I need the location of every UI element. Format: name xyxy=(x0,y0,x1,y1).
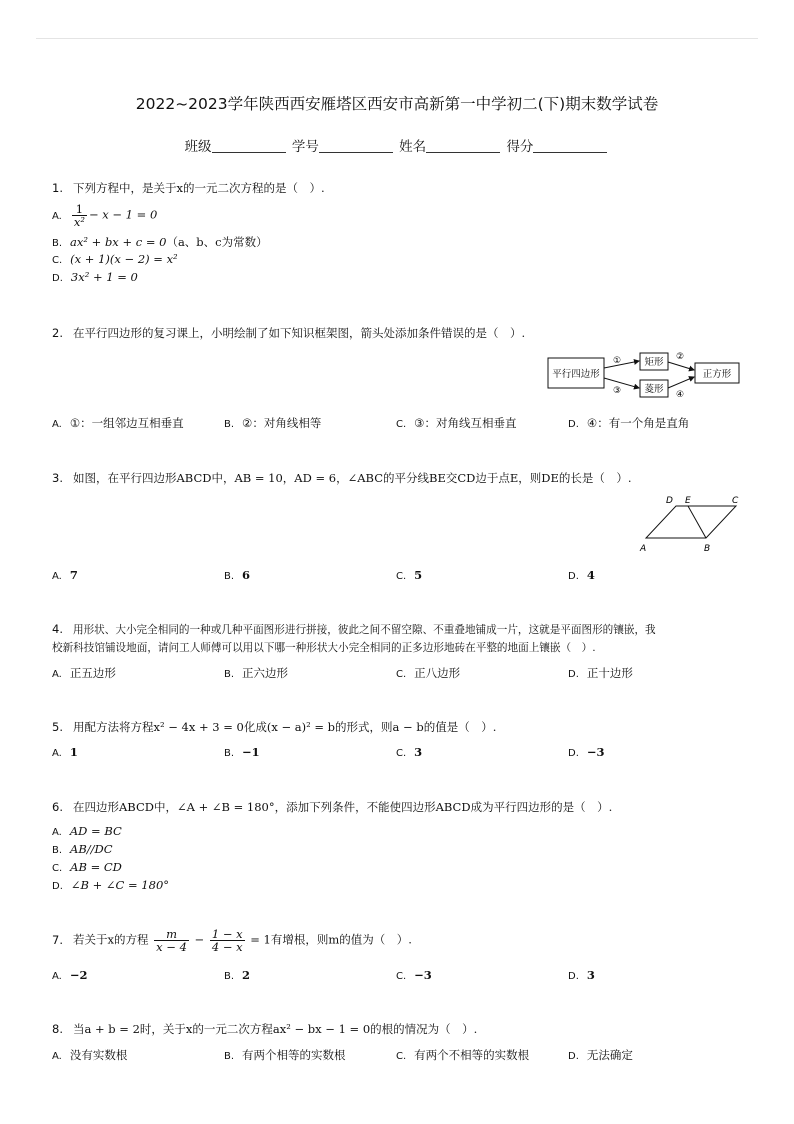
question-6-option-b[interactable]: B. AB//DC xyxy=(52,842,113,856)
student-id-label: 学号 xyxy=(291,139,319,155)
knowledge-framework-diagram xyxy=(545,350,745,402)
point-b-label: B xyxy=(704,544,711,554)
bisector-be xyxy=(688,506,706,538)
question-8-stem: 8. 当a + b = 2时，关于x的一元二次方程ax² − bx − 1 = 0的根的情况为（ ）. xyxy=(52,1022,478,1036)
question-6-option-c[interactable]: C. AB = CD xyxy=(52,860,122,874)
point-a-label: A xyxy=(640,544,647,554)
arrow-4-marker: ④ xyxy=(675,390,685,400)
square-box-label: 正方形 xyxy=(702,369,732,380)
student-id-blank[interactable] xyxy=(319,140,393,153)
question-6-option-a[interactable]: A. AD = BC xyxy=(52,824,122,838)
question-8-option-c[interactable]: C. 有两个不相等的实数根 xyxy=(396,1048,530,1062)
question-5-option-a[interactable]: A. 1 xyxy=(52,745,78,759)
question-8-option-b[interactable]: B. 有两个相等的实数根 xyxy=(224,1048,346,1062)
question-5-option-d[interactable]: D. −3 xyxy=(568,745,605,759)
score-label: 得分 xyxy=(506,139,534,155)
question-2-option-b[interactable]: B. ②：对角线相等 xyxy=(224,416,322,430)
question-2-option-a[interactable]: A. ①：一组邻边互相垂直 xyxy=(52,416,184,430)
question-3-option-a[interactable]: A. 7 xyxy=(52,568,78,582)
question-4-option-c[interactable]: C. 正八边形 xyxy=(396,666,461,680)
point-d-label: D xyxy=(666,496,673,506)
header-rule xyxy=(36,38,758,39)
arrow-3 xyxy=(604,378,639,388)
class-label: 班级 xyxy=(184,139,212,155)
question-4-option-a[interactable]: A. 正五边形 xyxy=(52,666,116,680)
name-blank[interactable] xyxy=(426,140,500,153)
question-8-option-d[interactable]: D. 无法确定 xyxy=(568,1048,633,1062)
question-8-option-a[interactable]: A. 没有实数根 xyxy=(52,1048,128,1062)
question-5-option-c[interactable]: C. 3 xyxy=(396,745,423,759)
name-label: 姓名 xyxy=(399,139,427,155)
question-4-stem-line-1: 4. 用形状、大小完全相同的一种或几种平面图形进行拼接，彼此之间不留空隙、不重叠地铺成一片，这就是平面图形的镶嵌，我 xyxy=(52,622,656,636)
rhombus-box-label: 菱形 xyxy=(644,384,664,395)
question-2-stem: 2. 在平行四边形的复习课上，小明绘制了如下知识框架图，箭头处添加条件错误的是（ ）. xyxy=(52,326,526,340)
question-1-option-a[interactable]: A. $\frac{1}{\text{x²}}$ − x − 1 = 0 xyxy=(52,202,158,230)
question-6-stem: 6. 在四边形ABCD中，∠A + ∠B = 180°，添加下列条件，不能使四边形ABCD成为平行四边形的是（ ）. xyxy=(52,800,613,814)
parallelogram-box-label: 平行四边形 xyxy=(552,369,600,380)
rectangle-box-label: 矩形 xyxy=(644,357,664,368)
question-7-stem: 7. 若关于x的方程 $\frac{m}{x - 4}$ − $\frac{1 - x}{4 - x}$ = 1有增根，则m的值为（ ）. xyxy=(52,927,412,955)
student-info-line xyxy=(0,135,794,155)
exam-title: 2022~2023学年陕西西安雁塔区西安市高新第一中学初二(下)期末数学试卷 xyxy=(135,95,659,113)
question-5-stem: 5. 用配方法将方程x² − 4x + 3 = 0化成(x − a)² = b的形式，则a − b的值是（ ）. xyxy=(52,720,497,734)
arrow-1 xyxy=(604,361,639,368)
question-4-option-b[interactable]: B. 正六边形 xyxy=(224,666,289,680)
question-1-stem: 1. 下列方程中，是关于x的一元二次方程的是（ ）. xyxy=(52,181,325,195)
point-e-label: E xyxy=(685,496,691,506)
arrow-1-marker: ① xyxy=(612,356,622,366)
question-2-option-d[interactable]: D. ④：有一个角是直角 xyxy=(568,416,690,430)
question-4-stem-line-2: 校新科技馆铺设地面，请问工人师傅可以用以下哪一种形状大小完全相同的正多边形地砖在平整的地面上镶嵌（ ）. xyxy=(52,642,596,654)
question-7-option-c[interactable]: C. −3 xyxy=(396,968,432,982)
question-7-option-a[interactable]: A. −2 xyxy=(52,968,88,982)
question-3-option-b[interactable]: B. 6 xyxy=(224,568,251,582)
score-blank[interactable] xyxy=(533,140,607,153)
point-c-label: C xyxy=(732,496,739,506)
fraction-1-minus-x-over-4-minus-x: $\frac{1 - x}{4 - x}$ xyxy=(211,927,243,955)
question-3-option-c[interactable]: C. 5 xyxy=(396,568,423,582)
question-3-option-d[interactable]: D. 4 xyxy=(568,568,595,582)
question-1-option-b[interactable]: B. ax² + bx + c = 0（a、b、c为常数） xyxy=(52,235,268,249)
arrow-2-marker: ② xyxy=(675,352,685,362)
question-5-option-b[interactable]: B. −1 xyxy=(224,745,260,759)
question-2-option-c[interactable]: C. ③：对角线互相垂直 xyxy=(396,416,517,430)
arrow-2 xyxy=(668,362,694,370)
arrow-4 xyxy=(668,377,694,388)
fraction-m-over-x-minus-4: $\frac{m}{x - 4}$ xyxy=(156,927,187,955)
question-1-option-c[interactable]: C. (x + 1)(x − 2) = x² xyxy=(52,252,178,266)
question-7-option-d[interactable]: D. 3 xyxy=(568,968,595,982)
question-1-option-d[interactable]: D. 3x² + 1 = 0 xyxy=(52,270,138,284)
arrow-3-marker: ③ xyxy=(612,386,622,396)
question-3-stem: 3. 如图，在平行四边形ABCD中，AB = 10，AD = 6，∠ABC的平分线BE交CD边于点E，则DE的长是（ ）. xyxy=(52,471,632,485)
parallelogram-figure xyxy=(634,492,744,557)
fraction: $\frac{1}{\text{x²}}$ xyxy=(73,202,85,230)
class-blank[interactable] xyxy=(212,140,286,153)
question-4-option-d[interactable]: D. 正十边形 xyxy=(568,666,633,680)
question-6-option-d[interactable]: D. ∠B + ∠C = 180° xyxy=(52,878,170,892)
question-7-option-b[interactable]: B. 2 xyxy=(224,968,251,982)
